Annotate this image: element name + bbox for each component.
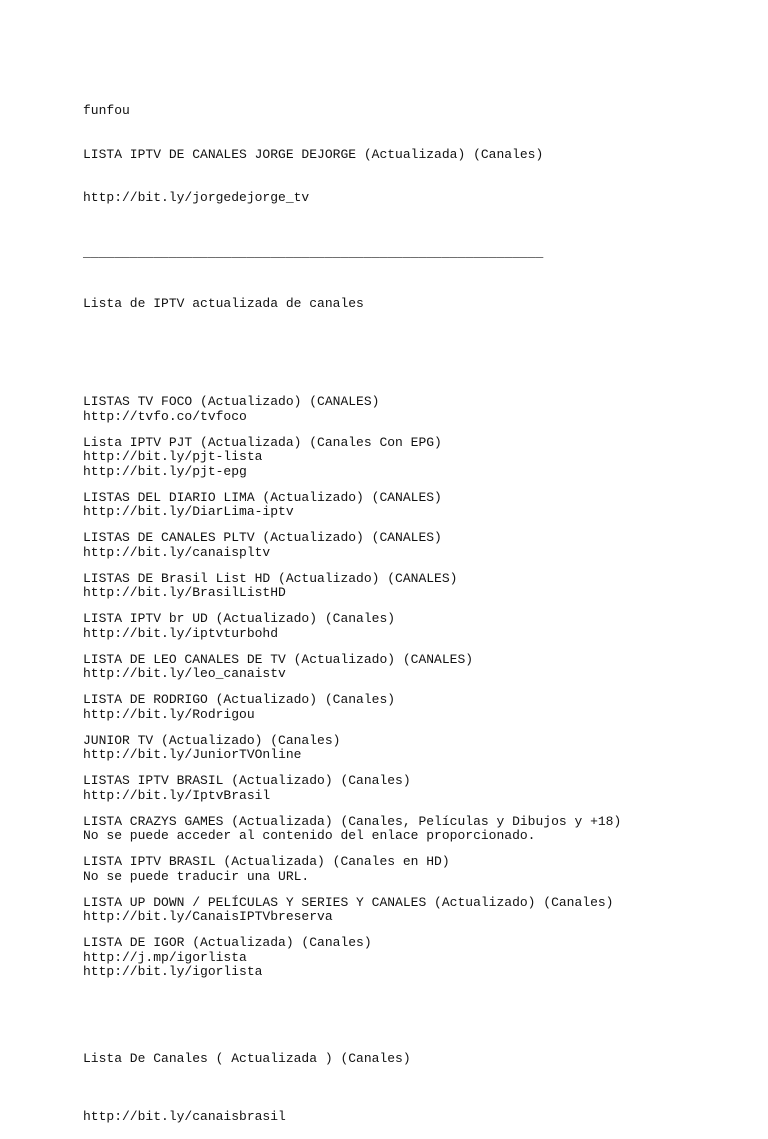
list-entry bbox=[83, 436, 683, 480]
entry-link[interactable]: http://bit.ly/iptvturbohd bbox=[83, 625, 279, 641]
entry-title: LISTAS TV FOCO (Actualizado) (CANALES) bbox=[83, 394, 380, 409]
entry-title: LISTA DE RODRIGO (Actualizado) (Canales) bbox=[83, 692, 396, 707]
document-title: LISTA IPTV DE CANALES JORGE DEJORGE (Actualizada) (Canales) bbox=[83, 146, 544, 162]
list-entry bbox=[83, 653, 683, 682]
entry-link[interactable]: http://bit.ly/JuniorTVOnline bbox=[83, 747, 302, 762]
list-entry bbox=[83, 395, 683, 424]
entry-title: LISTAS DE CANALES PLTV (Actualizado) (CANALES) bbox=[83, 530, 442, 545]
entry-link[interactable]: http://bit.ly/leo_canaistv bbox=[83, 666, 286, 681]
entry-title: LISTA IPTV BRASIL (Actualizada) (Canales en HD) bbox=[83, 854, 450, 869]
entry-title: LISTAS DE Brasil List HD (Actualizado) (CANALES) bbox=[83, 570, 458, 586]
entry-title: LISTA IPTV br UD (Actualizado) (Canales) bbox=[83, 611, 396, 626]
entry-link[interactable]: http://bit.ly/BrasilListHD bbox=[83, 585, 286, 600]
list-entry bbox=[83, 491, 683, 520]
entry-note: No se puede traducir una URL. bbox=[83, 868, 310, 884]
list-entry bbox=[83, 855, 683, 884]
entry-link[interactable]: http://tvfo.co/tvfoco bbox=[83, 408, 247, 424]
entry-title: LISTA DE IGOR (Actualizada) (Canales) bbox=[83, 935, 372, 950]
entry-title: LISTAS DEL DIARIO LIMA (Actualizado) (CANALES) bbox=[83, 489, 442, 505]
author-name: funfou bbox=[83, 103, 130, 118]
entry-link[interactable]: http://bit.ly/igorlista bbox=[83, 964, 263, 979]
document-page bbox=[83, 75, 683, 1139]
entry-link[interactable]: http://bit.ly/pjt-lista bbox=[83, 449, 263, 464]
header-link[interactable]: http://bit.ly/jorgedejorge_tv bbox=[83, 190, 310, 205]
entry-link[interactable]: http://bit.ly/IptvBrasil bbox=[83, 787, 271, 803]
divider-rule: ___________________________________________________________ bbox=[83, 244, 544, 260]
entry-link[interactable]: http://bit.ly/Rodrigou bbox=[83, 706, 255, 722]
entry-title: LISTA UP DOWN / PELÍCULAS Y SERIES Y CANALES (Actualizado) (Canales) bbox=[83, 894, 614, 910]
entry-link[interactable]: http://bit.ly/CanaisIPTVbreserva bbox=[83, 909, 333, 924]
footer-title: Lista De Canales ( Actualizada ) (Canales) bbox=[83, 1051, 411, 1066]
entry-link[interactable]: http://bit.ly/DiarLima-iptv bbox=[83, 504, 294, 519]
list-entry bbox=[83, 774, 683, 803]
entry-link[interactable]: http://bit.ly/canaispltv bbox=[83, 544, 271, 560]
entry-title: LISTA CRAZYS GAMES (Actualizada) (Canales, Películas y Dibujos y +18) bbox=[83, 813, 622, 829]
entry-title: Lista IPTV PJT (Actualizada) (Canales Con EPG) bbox=[83, 434, 442, 450]
intro-text: Lista de IPTV actualizada de canales bbox=[83, 296, 364, 311]
footer-link[interactable]: http://bit.ly/canaisbrasil bbox=[83, 1108, 286, 1124]
list-entry bbox=[83, 612, 683, 641]
list-entry bbox=[83, 815, 683, 844]
list-entry bbox=[83, 896, 683, 925]
entry-note: No se puede acceder al contenido del enlace proporcionado. bbox=[83, 828, 536, 843]
list-entry bbox=[83, 936, 683, 980]
entry-list bbox=[83, 395, 683, 980]
entry-link[interactable]: http://bit.ly/pjt-epg bbox=[83, 463, 247, 479]
entry-title: LISTA DE LEO CANALES DE TV (Actualizado) (CANALES) bbox=[83, 651, 474, 667]
list-entry bbox=[83, 734, 683, 763]
list-entry bbox=[83, 531, 683, 560]
entry-title: JUNIOR TV (Actualizado) (Canales) bbox=[83, 732, 341, 748]
entry-link[interactable]: http://j.mp/igorlista bbox=[83, 949, 247, 965]
list-entry bbox=[83, 693, 683, 722]
entry-title: LISTAS IPTV BRASIL (Actualizado) (Canales) bbox=[83, 773, 411, 788]
list-entry bbox=[83, 572, 683, 601]
